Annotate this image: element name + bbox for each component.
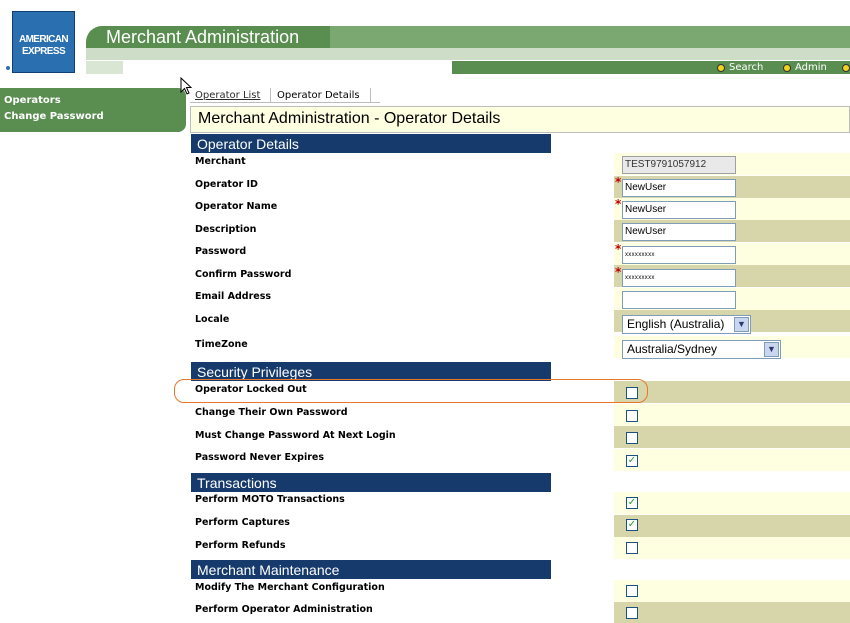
mouse-pointer-icon <box>180 77 192 98</box>
label-confirm-password: Confirm Password <box>195 269 292 280</box>
header-stripe-left <box>86 61 123 74</box>
required-mark: * <box>615 242 622 256</box>
row-bg <box>614 515 850 537</box>
header-accent <box>330 26 850 48</box>
perform-refunds-checkbox[interactable] <box>626 542 638 554</box>
operator-name-field[interactable]: NewUser <box>622 201 736 219</box>
chevron-down-icon[interactable]: ▼ <box>734 317 749 332</box>
label-must-change-password: Must Change Password At Next Login <box>195 430 396 441</box>
confirm-password-field[interactable]: xxxxxxxxx <box>622 269 736 287</box>
label-modify-merchant-config: Modify The Merchant Configuration <box>195 582 385 593</box>
label-perform-captures: Perform Captures <box>195 517 290 528</box>
label-email-address: Email Address <box>195 291 272 302</box>
tab-divider <box>370 88 371 102</box>
row-bg <box>614 381 850 403</box>
tab-baseline <box>190 102 380 103</box>
logo-dot <box>6 66 10 70</box>
section-heading-merchant-maintenance: Merchant Maintenance <box>191 560 551 579</box>
bullet-icon <box>717 64 725 72</box>
app-title: Merchant Administration <box>106 27 300 47</box>
label-timezone: TimeZone <box>195 339 248 350</box>
label-description: Description <box>195 224 257 235</box>
label-perform-refunds: Perform Refunds <box>195 540 286 551</box>
row-bg <box>614 492 850 514</box>
sidebar-item-operators[interactable]: Operators <box>4 95 61 106</box>
row-bg <box>614 449 850 471</box>
label-password-never-expires: Password Never Expires <box>195 452 325 463</box>
label-merchant: Merchant <box>195 156 246 167</box>
password-never-expires-checkbox[interactable]: ✓ <box>627 455 637 466</box>
modify-merchant-config-checkbox[interactable] <box>626 585 638 597</box>
required-mark: * <box>615 175 622 189</box>
label-operator-locked-out: Operator Locked Out <box>195 384 307 395</box>
change-own-password-checkbox[interactable] <box>626 410 638 422</box>
label-locale: Locale <box>195 314 230 325</box>
tab-operator-list[interactable]: Operator List <box>195 90 261 101</box>
operator-administration-checkbox[interactable] <box>626 607 638 619</box>
required-mark: * <box>615 197 622 211</box>
row-bg <box>614 580 850 602</box>
page-title: Merchant Administration - Operator Details <box>198 110 501 127</box>
admin-link[interactable]: Admin <box>783 61 827 74</box>
bullet-icon <box>783 64 791 72</box>
label-operator-name: Operator Name <box>195 201 278 212</box>
section-heading-security-privileges: Security Privileges <box>191 362 551 381</box>
section-heading-operator-details: Operator Details <box>191 134 551 153</box>
perform-moto-checkbox[interactable]: ✓ <box>627 497 637 508</box>
perform-captures-checkbox[interactable]: ✓ <box>627 519 637 530</box>
bullet-icon <box>842 64 850 72</box>
timezone-select[interactable]: Australia/Sydney ▼ <box>622 340 781 359</box>
tab-operator-details[interactable]: Operator Details <box>277 90 360 101</box>
row-bg <box>614 426 850 448</box>
row-bg <box>614 404 850 426</box>
password-field[interactable]: xxxxxxxxx <box>622 246 736 264</box>
operator-id-field[interactable]: NewUser <box>622 179 736 197</box>
search-link[interactable]: Search <box>717 61 763 74</box>
label-change-own-password: Change Their Own Password <box>195 407 348 418</box>
description-field[interactable]: NewUser <box>622 223 736 241</box>
email-address-field[interactable] <box>622 291 736 309</box>
header-underline <box>86 48 850 60</box>
sidebar-item-change-password[interactable]: Change Password <box>4 111 104 122</box>
label-password: Password <box>195 246 247 257</box>
locale-select[interactable]: English (Australia) ▼ <box>622 315 751 334</box>
section-heading-transactions: Transactions <box>191 473 551 492</box>
highlight-annotation <box>174 379 648 403</box>
label-perform-moto: Perform MOTO Transactions <box>195 494 345 505</box>
row-bg <box>614 602 850 623</box>
chevron-down-icon[interactable]: ▼ <box>764 342 779 357</box>
must-change-password-checkbox[interactable] <box>626 432 638 444</box>
label-operator-administration: Perform Operator Administration <box>195 604 373 615</box>
merchant-field: TEST9791057912 <box>622 156 736 174</box>
american-express-logo: AMERICAN EXPRESS <box>12 11 75 73</box>
header-extra-link[interactable] <box>842 61 850 74</box>
tab-divider <box>270 88 271 102</box>
label-operator-id: Operator ID <box>195 179 258 190</box>
row-bg <box>614 537 850 559</box>
required-mark: * <box>615 265 622 279</box>
